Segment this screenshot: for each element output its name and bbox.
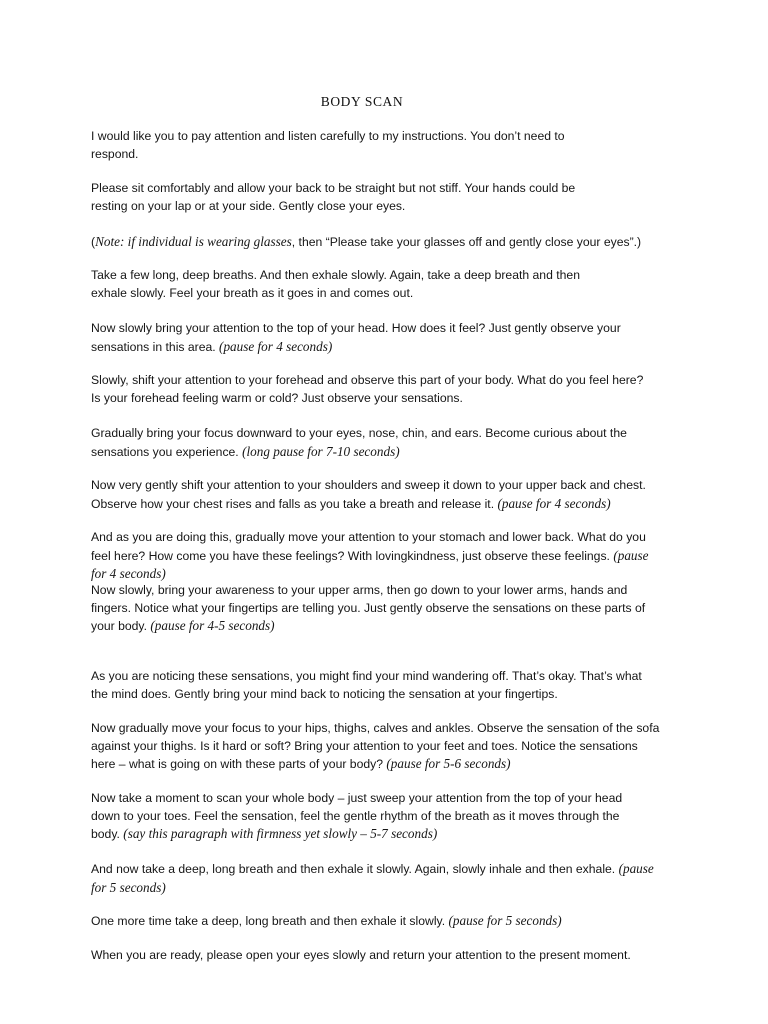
- pause-instruction: for 4 seconds): [91, 566, 166, 581]
- paragraph-line: Take a few long, deep breaths. And then exhale slowly. Again, take a deep breath and then: [91, 268, 580, 282]
- paragraph-breaths: [91, 267, 580, 302]
- line-text: sensations in this area.: [91, 339, 220, 354]
- pause-instruction: (pause for 5 seconds): [448, 913, 562, 928]
- line-text: here – what is going on with these parts of your body?: [91, 757, 387, 771]
- paragraph-line: Now take a moment to scan your whole body – just sweep your attention from the top of your head: [91, 791, 623, 805]
- line-text: One more time take a deep, long breath and then exhale it slowly.: [91, 914, 449, 928]
- paragraph-line: against your thighs. Is it hard or soft? Bring your attention to your feet and toes. Notice the sensations: [91, 738, 638, 753]
- line-text: sensations you experience.: [91, 444, 243, 459]
- pause-instruction: (long pause for 7-10 seconds): [242, 443, 400, 459]
- paragraph-line: Now slowly bring your attention to the top of your head. How does it feel? Just gently observe your: [91, 321, 621, 335]
- paragraph-line: exhale slowly. Feel your breath as it goes in and comes out.: [91, 285, 414, 300]
- pause-instruction: (pause: [618, 861, 654, 876]
- line-text: And now take a deep, long breath and then exhale it slowly. Again, slowly inhale and then exhale.: [91, 862, 619, 876]
- paragraph-arms: [91, 582, 645, 636]
- paragraph-line: [91, 912, 562, 931]
- paragraph-glasses-note: [91, 233, 641, 252]
- paragraph-line: the mind does. Gently bring your mind back to noticing the sensation at your fingertips.: [91, 686, 558, 701]
- paragraph-line: As you are noticing these sensations, you might find your mind wandering off. That’s okay. That’s what: [91, 669, 642, 683]
- paragraph-head: [91, 320, 621, 356]
- line-text: Observe how your chest rises and falls as you take a breath and release it.: [91, 496, 498, 511]
- paragraph-line: Please sit comfortably and allow your back to be straight but not stiff. Your hands could be: [91, 181, 576, 195]
- paragraph-line: Now very gently shift your attention to your shoulders and sweep it down to your upper back and chest.: [91, 478, 646, 492]
- line-text: your body.: [91, 619, 151, 633]
- paragraph-line: Is your forehead feeling warm or cold? Just observe your sensations.: [91, 390, 463, 405]
- paragraph-legs: [91, 720, 659, 774]
- paragraph-line: Now gradually move your focus to your hips, thighs, calves and ankles. Observe the sensation of the sofa: [91, 721, 660, 735]
- page-title: BODY SCAN: [320, 94, 404, 109]
- paragraph-forehead: [91, 372, 643, 407]
- paragraph-shoulders: [91, 477, 646, 513]
- paragraph-whole-body: [91, 790, 622, 844]
- paragraph-line: fingers. Notice what your fingertips are telling you. Just gently observe the sensations on these parts of: [91, 600, 646, 615]
- pause-instruction: (pause for 4 seconds): [497, 495, 611, 511]
- paragraph-line: [91, 233, 641, 252]
- paragraph-line: resting on your lap or at your side. Gently close your eyes.: [91, 198, 406, 213]
- pause-instruction: (pause: [613, 547, 649, 563]
- note-open-paren: (: [91, 235, 96, 249]
- pause-instruction: (say this paragraph with firmness yet slowly – 5-7 seconds): [123, 826, 438, 841]
- paragraph-wandering: [91, 668, 642, 703]
- paragraph-line: [91, 617, 645, 636]
- paragraph-sit: [91, 180, 575, 215]
- paragraph-line: [91, 338, 621, 357]
- pause-instruction: (pause for 5-6 seconds): [386, 756, 511, 771]
- paragraph-line: Slowly, shift your attention to your forehead and observe this part of your body. What do you feel here?: [91, 373, 644, 387]
- pause-instruction: for 5 seconds): [91, 879, 166, 895]
- paragraph-line: Now slowly, bring your awareness to your upper arms, then go down to your lower arms, hands and: [91, 583, 628, 597]
- paragraph-line: I would like you to pay attention and listen carefully to my instructions. You don’t need to: [91, 129, 565, 143]
- line-text: feel here? How come you have these feelings? With lovingkindness, just observe these feelings.: [91, 548, 614, 563]
- pause-instruction: (pause for 4-5 seconds): [150, 618, 275, 633]
- paragraph-line: [91, 495, 646, 514]
- paragraph-line: When you are ready, please open your eyes slowly and return your attention to the present moment.: [91, 948, 631, 962]
- paragraph-line: [91, 547, 649, 566]
- paragraph-stomach: [91, 529, 649, 583]
- paragraph-one-more: [91, 912, 562, 931]
- paragraph-line: [91, 443, 627, 462]
- note-text: Note: if individual is wearing glasses: [95, 234, 292, 249]
- paragraph-intro: [91, 128, 565, 163]
- paragraph-line: [91, 755, 659, 774]
- pause-instruction: (pause for 4 seconds): [219, 338, 333, 354]
- line-text: body.: [91, 827, 124, 841]
- paragraph-deep-breath: [91, 860, 654, 896]
- paragraph-line: [91, 860, 654, 879]
- paragraph-closing: [91, 947, 631, 965]
- paragraph-face: [91, 425, 627, 461]
- paragraph-line: And as you are doing this, gradually move your attention to your stomach and lower back. What do you: [91, 530, 646, 544]
- paragraph-line: Gradually bring your focus downward to your eyes, nose, chin, and ears. Become curious about the: [91, 426, 627, 440]
- paragraph-line: [91, 825, 622, 844]
- note-rest: , then “Please take your glasses off and gently close your eyes”.): [291, 235, 642, 249]
- paragraph-line: respond.: [91, 146, 139, 161]
- paragraph-line: down to your toes. Feel the sensation, feel the gentle rhythm of the breath as it moves through the: [91, 808, 620, 823]
